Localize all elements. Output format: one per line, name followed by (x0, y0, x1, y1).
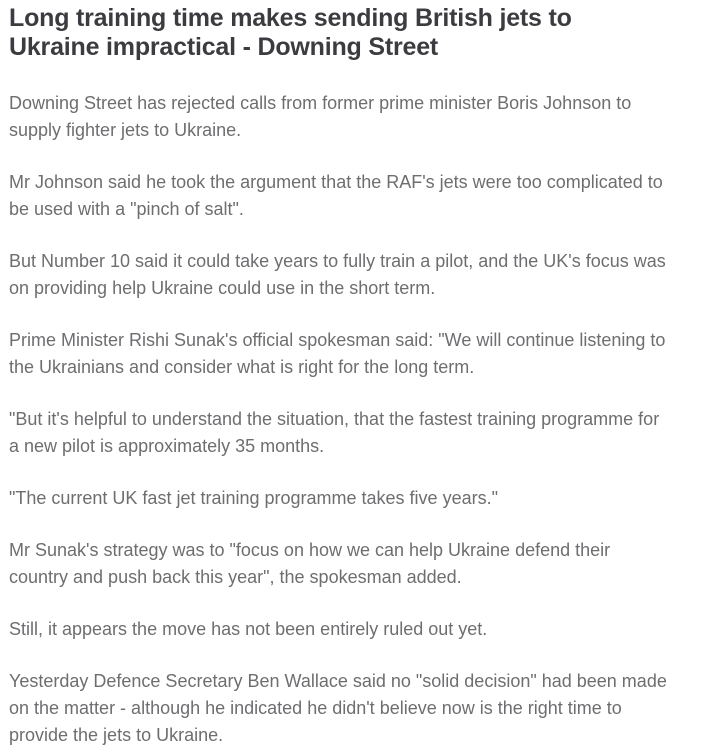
article-paragraph: Still, it appears the move has not been entirely ruled out yet. (9, 619, 488, 639)
article-paragraph: "The current UK fast jet training programme takes five years." (9, 488, 498, 508)
article-paragraph: Prime Minister Rishi Sunak's official spokesman said: "We will continue listening to the Ukrainians and consider what is right for the long term. (9, 330, 666, 377)
article-paragraph: "But it's helpful to understand the situation, that the fastest training programme for a new pilot is approximately 35 months. (9, 409, 660, 456)
article-body (9, 90, 697, 749)
article-paragraph: Mr Johnson said he took the argument that the RAF's jets were too complicated to be used with a "pinch of salt". (9, 172, 663, 219)
article-headline: Long training time makes sending British jets to Ukraine impractical - Downing Street (9, 4, 572, 61)
article-paragraph: But Number 10 said it could take years to fully train a pilot, and the UK's focus was on providing help Ukraine could use in the short term. (9, 251, 666, 298)
article-paragraph: Yesterday Defence Secretary Ben Wallace said no "solid decision" had been made on the matter - although he indicated he didn't believe now is the right time to provide the jets to Ukraine. (9, 671, 667, 745)
article-paragraph: Mr Sunak's strategy was to "focus on how we can help Ukraine defend their country and push back this year", the spokesman added. (9, 540, 611, 587)
article-paragraph: Downing Street has rejected calls from former prime minister Boris Johnson to supply fighter jets to Ukraine. (9, 93, 632, 140)
